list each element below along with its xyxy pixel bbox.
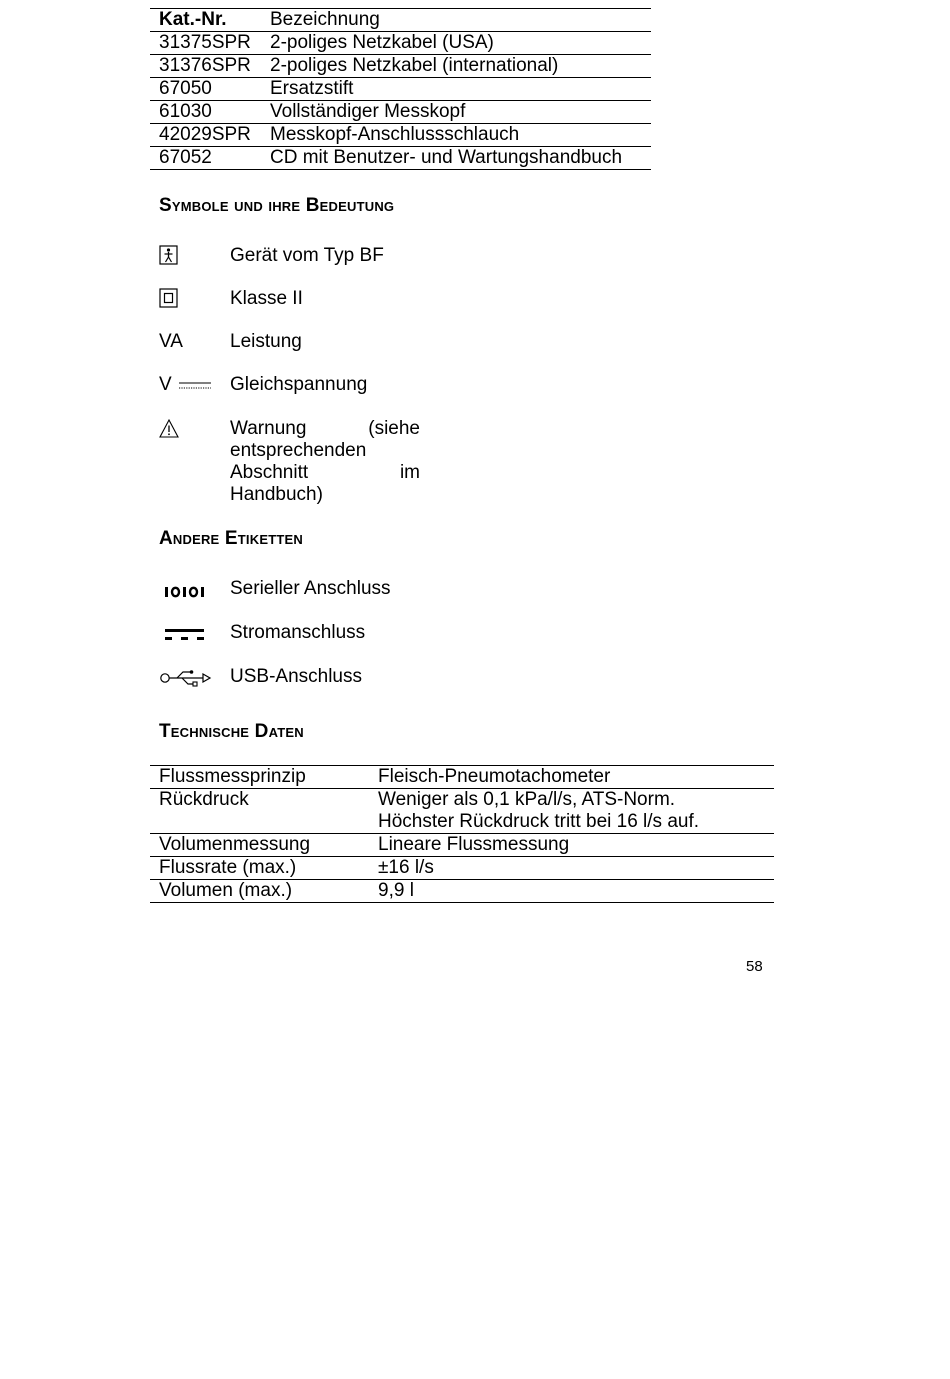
cat-number: 61030 [150, 101, 261, 124]
serial-port-icon [164, 585, 216, 599]
description: 2-poliges Netzkabel (international) [261, 55, 651, 78]
spec-name: Volumenmessung [150, 834, 369, 857]
table-row [150, 880, 774, 903]
symbol-row [159, 245, 439, 269]
cat-number: 31376SPR [150, 55, 261, 78]
table-row [150, 55, 651, 78]
tech-table [150, 765, 774, 903]
class-ii-icon [159, 288, 219, 312]
cat-number: 31375SPR [150, 32, 261, 55]
parts-table [150, 8, 651, 170]
tech-heading: Technische Daten [159, 721, 304, 742]
description: Messkopf-Anschlussschlauch [261, 124, 651, 147]
symbol-label: Gleichspannung [230, 374, 368, 395]
symbol-label: Klasse II [230, 288, 303, 309]
table-row [150, 834, 774, 857]
cat-number: 67050 [150, 78, 261, 101]
dc-voltage-icon [177, 380, 213, 392]
description: Ersatzstift [261, 78, 651, 101]
table-row [150, 766, 774, 789]
description: CD mit Benutzer- und Wartungshandbuch [261, 147, 651, 170]
spec-value: 9,9 l [369, 880, 774, 903]
spec-value: Fleisch-Pneumotachometer [369, 766, 774, 789]
dc-power-icon [165, 628, 205, 642]
description: 2-poliges Netzkabel (USA) [261, 32, 651, 55]
symbol-label: Warnung (siehe entsprechenden Abschnitt im Handbuch) [230, 418, 420, 505]
spec-value-line: Höchster Rückdruck tritt bei 16 l/s auf. [378, 811, 700, 832]
spec-name: Flussrate (max.) [150, 857, 369, 880]
symbol-label: Leistung [230, 331, 302, 352]
table-row [150, 789, 774, 834]
spec-name: Volumen (max.) [150, 880, 369, 903]
table-row [150, 32, 651, 55]
label-text: USB-Anschluss [230, 666, 362, 687]
spec-value: ±16 l/s [369, 857, 774, 880]
cat-number-header: Kat.-Nr. [150, 9, 261, 32]
symbol-row [159, 288, 439, 312]
parts-table-header [150, 9, 651, 32]
symbols-heading: Symbole und ihre Bedeutung [159, 195, 395, 216]
spec-value [369, 789, 774, 834]
usb-icon [159, 669, 215, 687]
spec-name: Rückdruck [150, 789, 369, 834]
description-header: Bezeichnung [261, 9, 651, 32]
spec-value: Lineare Flussmessung [369, 834, 774, 857]
label-text: Stromanschluss [230, 622, 366, 643]
warning-triangle-icon [159, 418, 219, 442]
label-row [159, 666, 439, 690]
symbol-row [159, 331, 439, 355]
symbol-row [159, 418, 439, 508]
label-row [159, 622, 439, 646]
power-symbol-text: VA [159, 331, 183, 352]
table-row [150, 124, 651, 147]
description: Vollständiger Messkopf [261, 101, 651, 124]
table-row [150, 857, 774, 880]
label-text: Serieller Anschluss [230, 578, 391, 599]
symbol-row [159, 374, 439, 398]
labels-heading: Andere Etiketten [159, 528, 303, 549]
symbol-label: Gerät vom Typ BF [230, 245, 384, 266]
spec-name: Flussmessprinzip [150, 766, 369, 789]
voltage-symbol-text: V [159, 374, 172, 395]
spec-value-line: Weniger als 0,1 kPa/l/s, ATS-Norm. [378, 789, 676, 810]
cat-number: 67052 [150, 147, 261, 170]
table-row [150, 147, 651, 170]
table-row [150, 78, 651, 101]
cat-number: 42029SPR [150, 124, 261, 147]
label-row [159, 578, 439, 602]
table-row [150, 101, 651, 124]
type-bf-icon [159, 245, 219, 269]
page-number: 58 [746, 958, 763, 975]
